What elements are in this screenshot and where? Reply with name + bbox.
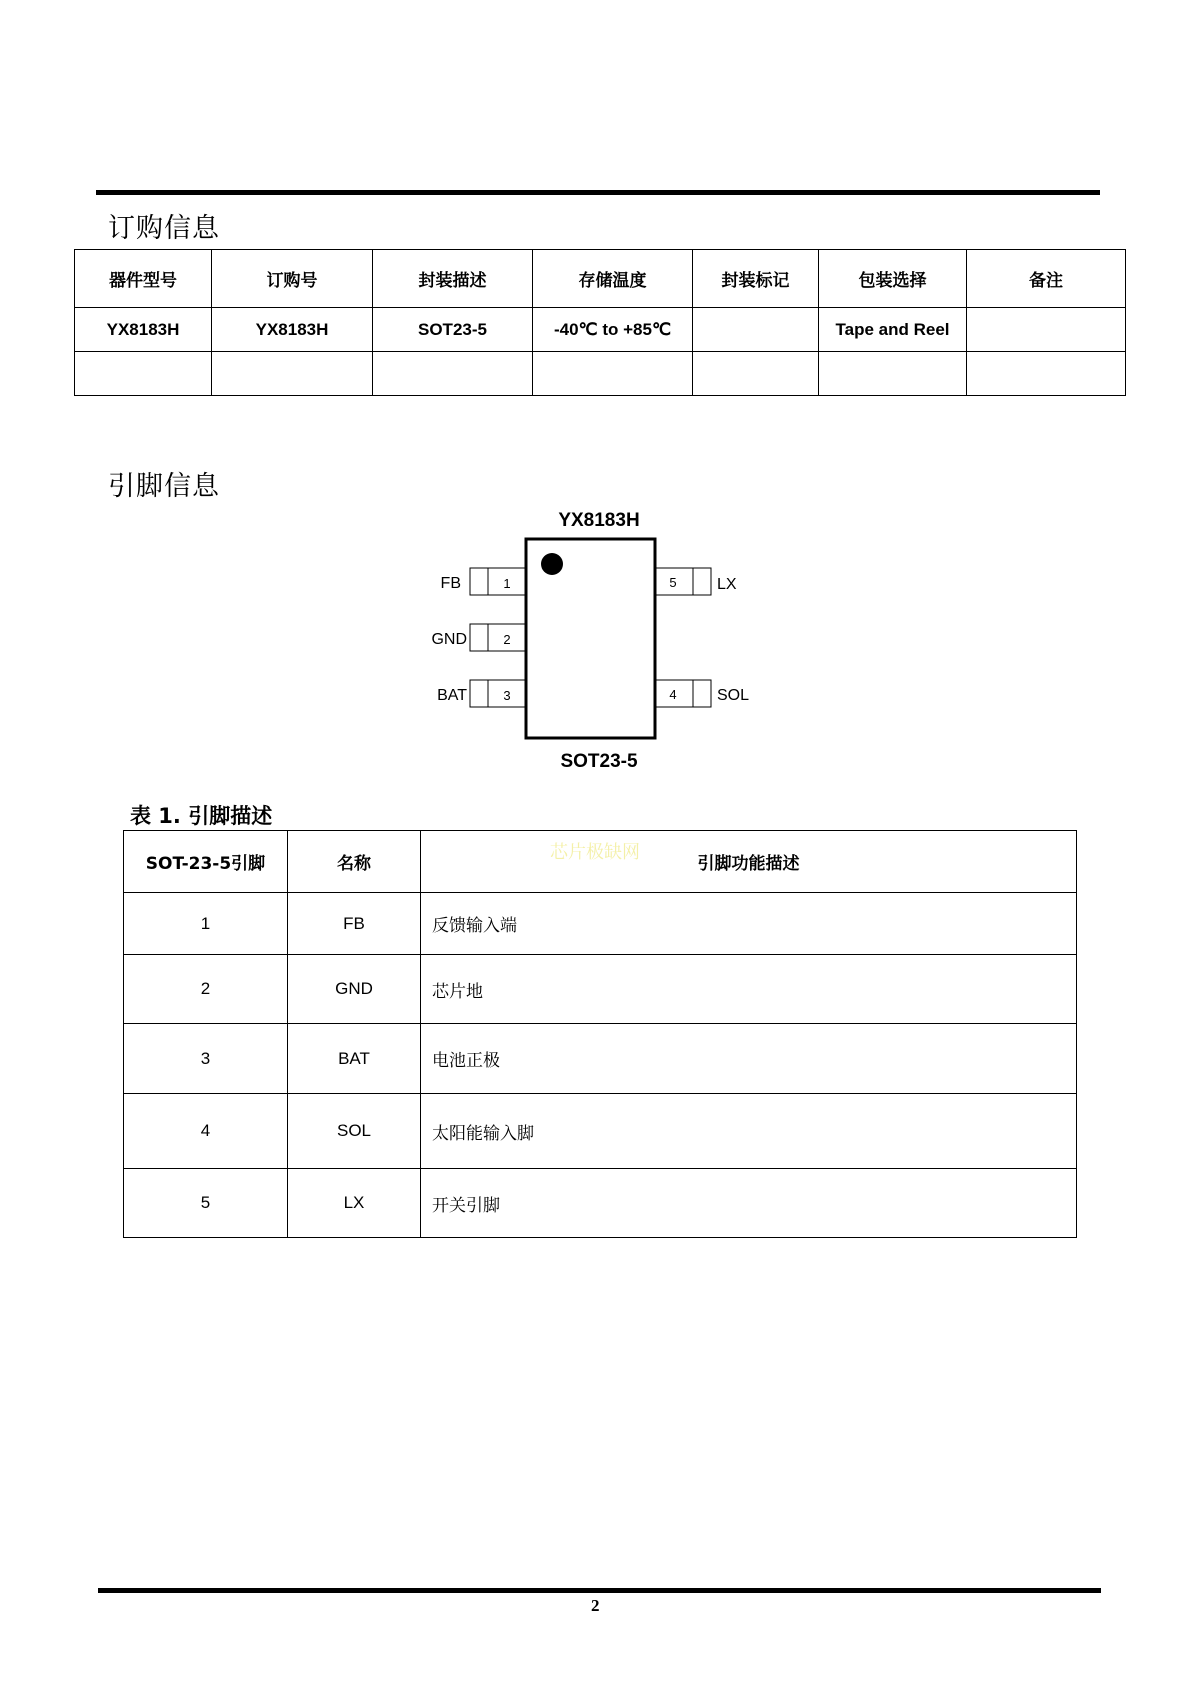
- cell-name: LX: [288, 1169, 421, 1238]
- cell-empty: [533, 352, 693, 396]
- pin-4-number: 4: [669, 687, 677, 702]
- header-remarks: 备注: [967, 250, 1126, 308]
- table-row: [124, 1094, 1077, 1169]
- table-row: [75, 352, 1126, 396]
- cell-part-number: YX8183H: [75, 308, 212, 352]
- cell-packing-option: Tape and Reel: [819, 308, 967, 352]
- pin-3: [437, 680, 525, 707]
- cell-name: SOL: [288, 1094, 421, 1169]
- page-number: 2: [591, 1596, 600, 1615]
- ordering-title: 订购信息: [108, 213, 220, 244]
- cell-name: FB: [288, 893, 421, 955]
- header-order-number: 订购号: [212, 250, 373, 308]
- pin-2-number: 2: [503, 632, 511, 647]
- pin-5-number: 5: [669, 575, 677, 590]
- pin-2: [431, 624, 525, 651]
- ordering-table: [74, 249, 1126, 396]
- pin-table: [123, 830, 1077, 1238]
- bottom-rule: [98, 1588, 1101, 1593]
- cell-desc: 芯片地: [421, 955, 1077, 1024]
- cell-empty: [693, 352, 819, 396]
- header-storage-temp: 存储温度: [533, 250, 693, 308]
- cell-pin: 4: [124, 1094, 288, 1169]
- cell-pin: 2: [124, 955, 288, 1024]
- pin-4-label: SOL: [717, 687, 750, 704]
- cell-desc: 电池正极: [421, 1024, 1077, 1094]
- cell-empty: [75, 352, 212, 396]
- pin-3-label: BAT: [437, 687, 467, 704]
- header-package-marking: 封装标记: [693, 250, 819, 308]
- pin-4: [656, 680, 749, 707]
- cell-empty: [373, 352, 533, 396]
- header-function: 引脚功能描述: [421, 831, 1077, 893]
- pin-3-number: 3: [503, 688, 511, 703]
- table-row: [124, 1169, 1077, 1238]
- top-rule: [96, 190, 1100, 195]
- header-package: 封装描述: [373, 250, 533, 308]
- watermark: 芯片极缺网: [550, 842, 640, 863]
- cell-order-number: YX8183H: [212, 308, 373, 352]
- cell-empty: [819, 352, 967, 396]
- cell-name: BAT: [288, 1024, 421, 1094]
- table-row: [75, 308, 1126, 352]
- pin-1-label: FB: [440, 575, 461, 592]
- diagram-part-name: YX8183H: [558, 510, 640, 531]
- ordering-header-row: [75, 250, 1126, 308]
- header-packing-option: 包装选择: [819, 250, 967, 308]
- cell-package: SOT23-5: [373, 308, 533, 352]
- pin-table-caption: 表 1. 引脚描述: [130, 804, 273, 828]
- pin-5: [656, 568, 737, 595]
- table-row: [124, 893, 1077, 955]
- cell-pin: 5: [124, 1169, 288, 1238]
- table-row: [124, 955, 1077, 1024]
- cell-desc: 反馈输入端: [421, 893, 1077, 955]
- pin-info-title: 引脚信息: [108, 471, 220, 502]
- pin-1-number: 1: [503, 576, 511, 591]
- cell-package-marking: [693, 308, 819, 352]
- table-row: [124, 1024, 1077, 1094]
- header-part-number: 器件型号: [75, 250, 212, 308]
- pin-2-label: GND: [431, 631, 467, 648]
- header-pin: SOT-23-5引脚: [124, 831, 288, 893]
- cell-pin: 1: [124, 893, 288, 955]
- cell-desc: 开关引脚: [421, 1169, 1077, 1238]
- cell-desc: 太阳能输入脚: [421, 1094, 1077, 1169]
- cell-storage-temp: -40℃ to +85℃: [533, 308, 693, 352]
- pin-1: [441, 568, 525, 595]
- diagram-package-name: SOT23-5: [560, 751, 638, 772]
- cell-name: GND: [288, 955, 421, 1024]
- cell-remarks: [967, 308, 1126, 352]
- cell-pin: 3: [124, 1024, 288, 1094]
- pin1-marker-dot: [541, 553, 563, 575]
- pinout-diagram: [420, 500, 760, 780]
- pin-5-label: LX: [717, 576, 737, 593]
- cell-empty: [212, 352, 373, 396]
- header-name: 名称: [288, 831, 421, 893]
- cell-empty: [967, 352, 1126, 396]
